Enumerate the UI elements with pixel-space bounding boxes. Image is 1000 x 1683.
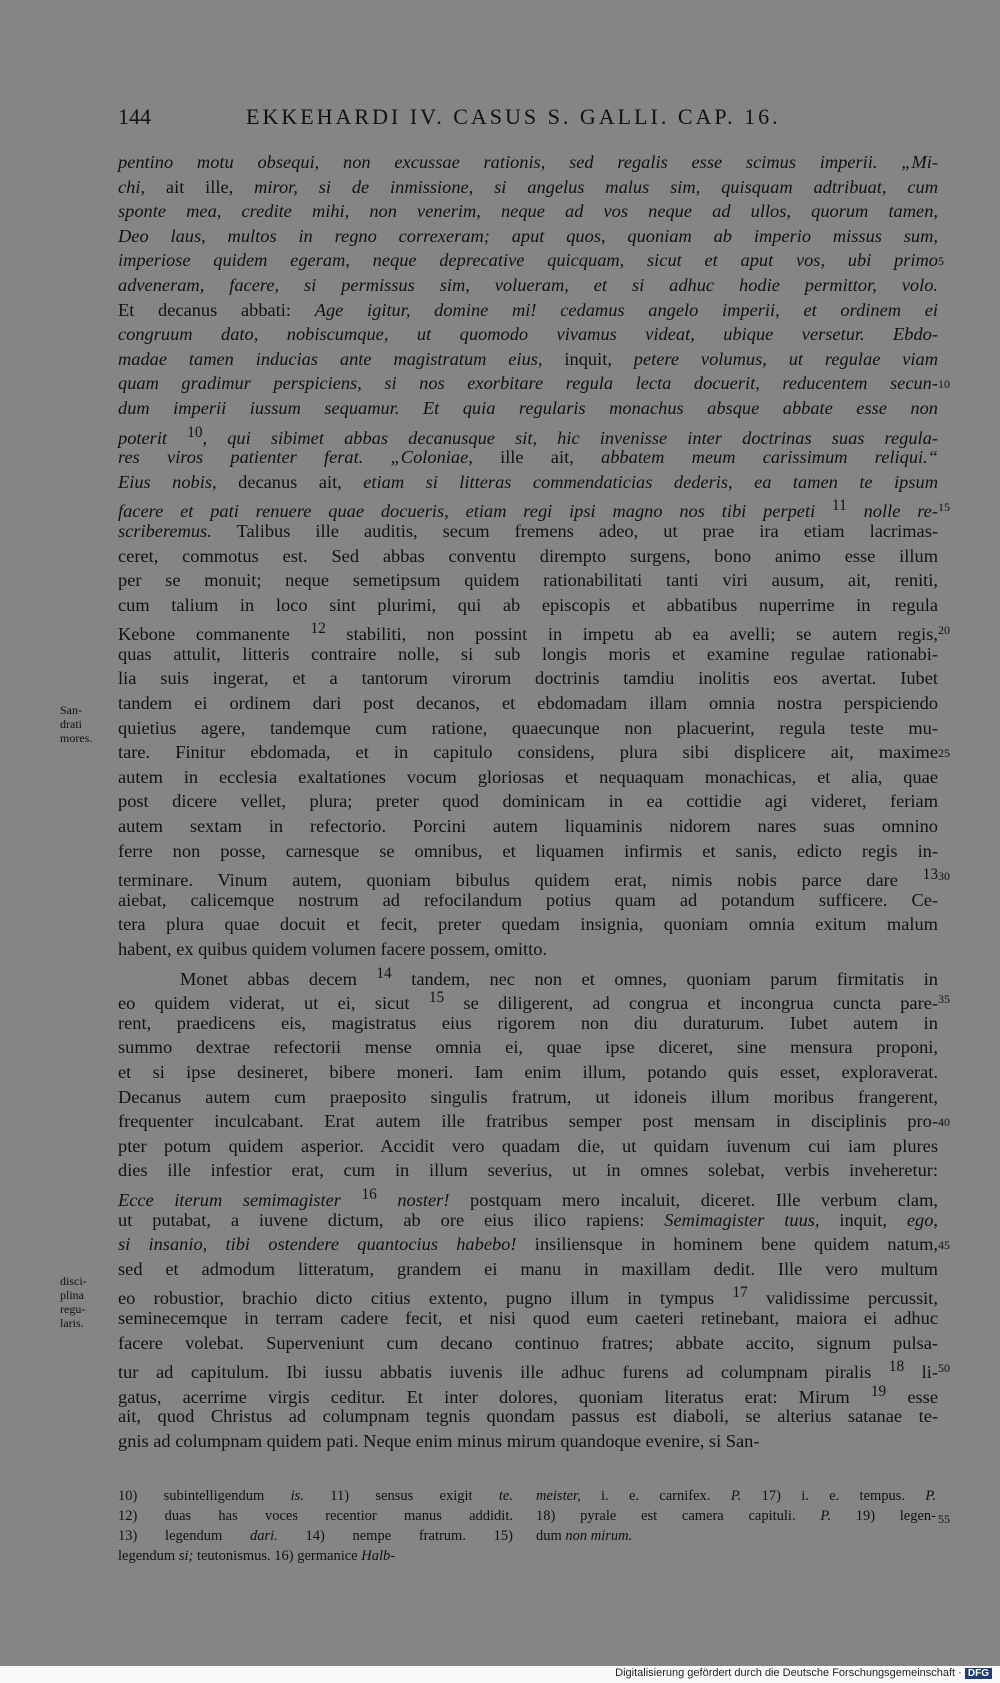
text-line: dum imperii iussum sequamur. Et quia regularis monachus absque abbate esse non: [118, 397, 938, 418]
running-title: EKKEHARDI IV. CASUS S. GALLI. CAP. 16.: [246, 104, 781, 129]
footnotes-left-column: [118, 1486, 513, 1566]
footnote-line: 12) duas has voces recentior manus addidit.: [118, 1508, 513, 1524]
line-number: 20: [938, 623, 950, 638]
text-line: autem sextam in refectorio. Porcini autem liquaminis nidorem nares suas omnino: [118, 816, 938, 837]
text-line: tur ad capitulum. Ibi iussu abbatis iuvenis ille adhuc furens ad columpnam piralis $^{18}$ li-: [118, 1358, 938, 1383]
text-line: summo dextrae refectorii mense omnia ei, quae ipse diceret, sine mensura proponi,: [118, 1037, 938, 1058]
text-line: aiebat, calicemque nostrum ad refocilandum potius quam ad potandum sufficere. Ce-: [118, 889, 938, 910]
running-header: [118, 104, 938, 136]
line-number: 25: [938, 746, 950, 761]
text-line: Decanus autem cum praeposito singulis fratrum, ut idoneis illum moribus frangerent,: [118, 1086, 938, 1107]
footnote-line: 10) subintelligendum is. 11) sensus exigit te.: [118, 1488, 513, 1504]
text-line: seminecemque in terram cadere fecit, et nisi quod eum caeteri retinebant, maiora ei adhuc: [118, 1307, 938, 1328]
main-text: [118, 150, 938, 1453]
margin-note-disciplina: [60, 1274, 114, 1330]
margin-note-sandrati-text: San- drati mores.: [60, 703, 93, 745]
text-line: habent, ex quibus quidem volumen facere possem, omitto.: [118, 939, 548, 959]
text-line: quietius agere, tandemque cum ratione, quaecunque non placuerint, regula teste mu-: [118, 717, 938, 738]
margin-note-disciplina-text: disci- plina regu- laris.: [60, 1274, 87, 1330]
text-line: imperiose quidem egeram, neque deprecative quicquam, sicut et aput vos, ubi primo: [118, 250, 938, 271]
text-line: Ecce iterum semimagister $^{16}$ noster! postquam mero incaluit, diceret. Ille verbum clam,: [118, 1185, 938, 1211]
text-line: res viros patienter ferat. „Coloniae, ille ait, abbatem meum carissimum reliqui.“: [118, 447, 938, 468]
text-line: cum talium in loco sint plurimi, qui ab episcopis et abbatibus nuperrime in regula: [118, 594, 938, 615]
line-number: 15: [938, 500, 950, 515]
text-line: pentino motu obsequi, non excussae rationis, sed regalis esse scimus imperii. „Mi-: [118, 152, 938, 172]
footnote-line: dum non mirum.: [536, 1528, 633, 1544]
footnote-line: 13) legendum dari. 14) nempe fratrum. 15): [118, 1528, 513, 1544]
text-line: chi, ait ille, miror, si de inmissione, si angelus malus sim, quisquam adtribuat, cum: [118, 176, 938, 197]
line-number: 50: [938, 1361, 950, 1376]
line-number: 5: [938, 254, 944, 269]
credit-text: Digitalisierung gefördert durch die Deutsche Forschungsgemeinschaft ·: [615, 1667, 962, 1679]
footnote-line: meister, i. e. carnifex. P. 17) i. e. tempus. P.: [536, 1488, 936, 1504]
margin-note-sandrati: [60, 703, 114, 745]
text-line: terminare. Vinum autem, quoniam bibulus quidem erat, nimis nobis parce dare $^{13}$: [118, 866, 938, 891]
line-number: 35: [938, 992, 950, 1007]
text-line: tandem ei ordinem dari post decanos, et ebdomadam illam omnia nostra perspiciendo: [118, 693, 938, 714]
text-line: autem in ecclesia exaltationes vocum gloriosas et nequaquam monachicas, et alia, quae: [118, 766, 938, 787]
line-number: 40: [938, 1115, 950, 1130]
text-line: ferre non posse, carnesque se omnibus, et liquamen infirmis et sanis, edicto regis in-: [118, 840, 938, 861]
text-line: Monet abbas decem $^{14}$ tandem, nec non et omnes, quoniam parum firmitatis in: [180, 964, 939, 989]
text-line: madae tamen inducias ante magistratum eius, inquit, petere volumus, ut regulae viam: [118, 348, 938, 369]
page-number: 144: [118, 104, 151, 129]
text-line: congruum dato, nobiscumque, ut quomodo vivamus videat, ubique versetur. Ebdo-: [118, 324, 938, 345]
text-line: sponte mea, credite mihi, non venerim, neque ad vos neque ad ullos, quorum tamen,: [118, 201, 938, 222]
text-line: per se monuit; neque semetipsum quidem rationabilitati tanti viri ausum, ait, reniti,: [118, 570, 938, 591]
dfg-logo: DFG: [965, 1668, 992, 1679]
text-line: facere et pati renuere quae docueris, etiam regi ipsi magno nos tibi perpeti $^{11}$ nolle re-: [118, 497, 938, 522]
text-line: adveneram, facere, si permissus sim, volueram, et si adhuc hodie permittor, volo.: [118, 274, 938, 295]
text-line: frequenter inculcabant. Erat autem ille fratribus semper post mensam in disciplinis pro-: [118, 1111, 938, 1132]
text-line: si insanio, tibi ostendere quantocius habebo! insiliensque in hominem bene quidem natum,: [118, 1234, 938, 1255]
text-line: facere volebat. Superveniunt cum decano continuo fratres; abbate accito, signum pulsa-: [118, 1332, 938, 1353]
text-line: Kebone commanente $^{12}$ stabiliti, non possint in impetu ab ea avelli; se autem regis,: [118, 620, 938, 645]
text-line: lia suis ingerat, et a tantorum virorum doctrinis tamdiu inolitis eos avertat. Iubet: [118, 668, 938, 689]
text-line: ait, quod Christus ad columpnam tegnis quondam passus est diaboli, se alterius satanae te-: [118, 1406, 938, 1427]
line-number: 10: [938, 377, 950, 392]
line-number: 30: [938, 869, 950, 884]
text-line: ut putabat, a iuvene dictum, ab ore eius ilico rapiens: Semimagister tuus, inquit, ego,: [118, 1209, 938, 1230]
text-line: dies ille infestior erat, cum in illum severius, ut in omnes solebat, verbis inveheretur:: [118, 1160, 938, 1181]
text-line: pter potum quidem asperior. Accidit vero quadam die, ut quidam iuvenum cui iam plures: [118, 1135, 938, 1156]
text-line: Et decanus abbati: Age igitur, domine mi! cedamus angelo imperii, et ordinem ei: [118, 299, 939, 320]
text-line: sed et admodum litteratum, grandem ei manu in maxillam dedit. Ille vero multum: [118, 1258, 938, 1279]
footnote-line: legendum si; teutonismus. 16) germanice Halb-: [118, 1548, 396, 1564]
text-line: tera plura quae docuit et fecit, preter quedam insignia, quoniam omnia exitum malum: [118, 914, 938, 935]
text-line: post dicere vellet, plura; preter quod dominicam in ea cottidie agi videret, feriam: [118, 791, 938, 812]
footnote-line: 18) pyrale est camera capituli. P. 19) legen-: [536, 1508, 936, 1524]
text-line: eo quidem viderat, ut ei, sicut $^{15}$ se diligerent, ad congrua et incongrua cuncta pare-: [118, 989, 938, 1014]
footnotes-right-column: [536, 1486, 936, 1546]
text-line: rent, praedicens eis, magistratus eius rigorem non diu duraturum. Iubet autem in: [118, 1012, 938, 1033]
text-line: Eius nobis, decanus ait, etiam si litteras commendaticias dederis, ea tamen te ipsum: [118, 471, 938, 492]
text-line: scriberemus. Talibus ille auditis, secum fremens adeo, ut prae ira etiam lacrimas-: [118, 520, 938, 541]
text-line: quam gradimur perspiciens, si nos exorbitare regula lecta docuerit, reducentem secun-: [118, 373, 938, 394]
line-number: 45: [938, 1238, 950, 1253]
text-line: eo robustior, brachio dicto citius extento, pugno illum in tympus $^{17}$ validissime percussit,: [118, 1284, 938, 1309]
line-number: 55: [938, 1512, 950, 1526]
text-line: poterit $^{10}$, qui sibimet abbas decanusque sit, hic invenisse inter doctrinas suas regula-: [118, 423, 938, 448]
text-line: tare. Finitur ebdomada, et in capitulo considens, plura sibi displicere ait, maxime: [118, 742, 938, 763]
text-line: gatus, acerrime virgis ceditur. Et inter dolores, quoniam literatus erat: Mirum $^{19}$ esse: [118, 1382, 938, 1407]
text-line: ceret, commotus est. Sed abbas conventu dirempto surgens, bono animo esse illum: [118, 545, 938, 566]
text-line: Deo laus, multos in regno correxeram; aput quos, quoniam ab imperio missus sum,: [118, 225, 938, 246]
text-line: quas attulit, litteris contraire nolle, si sub longis moris et examine regulae rationabi-: [118, 643, 938, 664]
text-line: gnis ad columpnam quidem pati. Neque enim minus mirum quandoque evenire, si San-: [118, 1430, 760, 1451]
digitization-credit: [615, 1667, 992, 1679]
text-line: et si ipse desineret, bibere moneri. Iam enim illum, potando quis esset, exploraverat.: [118, 1061, 938, 1082]
